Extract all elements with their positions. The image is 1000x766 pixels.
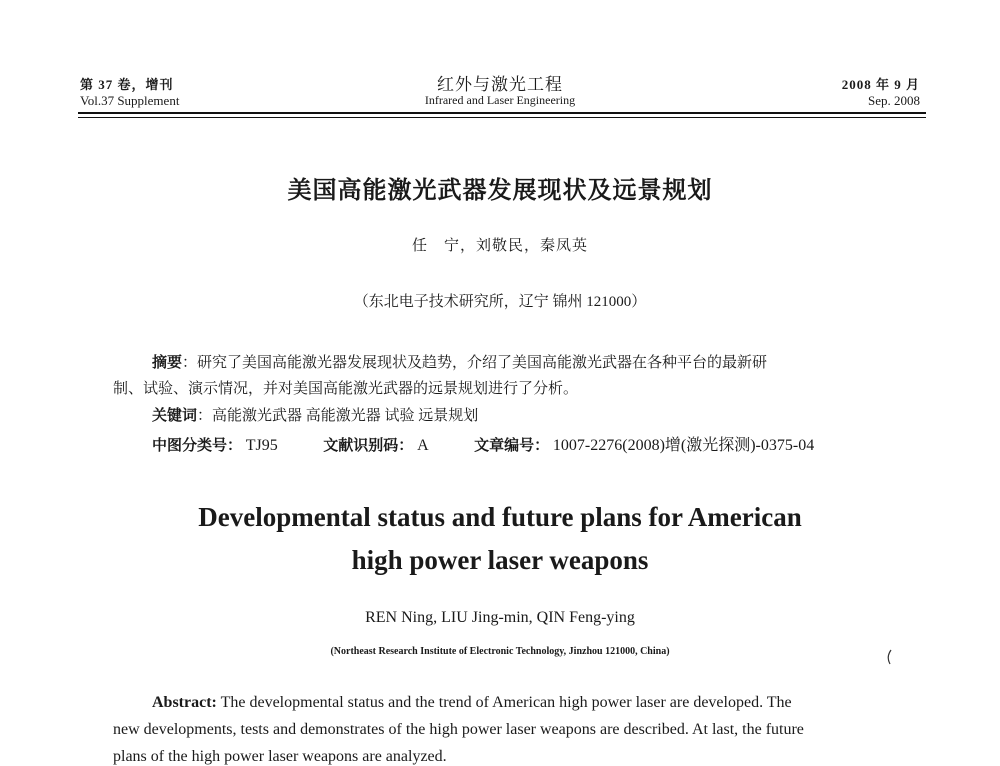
abstract-en-line3: plans of the high power laser weapons are analyzed. bbox=[113, 748, 447, 765]
header-date-cn: 2008 年 9 月 bbox=[841, 77, 920, 92]
doc-code-value: A bbox=[417, 437, 429, 454]
abstract-en-line2: new developments, tests and demonstrates of the high power laser weapons are described. At last, the future bbox=[113, 721, 804, 738]
keywords-cn-text: 高能激光武器 高能激光器 试验 远景规划 bbox=[212, 408, 479, 424]
abstract-en-label: Abstract: bbox=[152, 694, 217, 711]
keywords-cn-colon: ： bbox=[197, 408, 213, 424]
header-journal-en: Infrared and Laser Engineering bbox=[424, 93, 576, 107]
header-volume-en: Vol.37 Supplement bbox=[80, 93, 180, 108]
header-rule-thick bbox=[78, 112, 926, 114]
abstract-en-text1: The developmental status and the trend of American high power laser are developed. The bbox=[220, 694, 792, 711]
authors-cn: 任 宁，刘敬民，秦凤英 bbox=[411, 238, 588, 254]
title-en-line2: high power laser weapons bbox=[351, 545, 649, 575]
abstract-cn-colon: ： bbox=[182, 355, 198, 371]
abstract-cn-line1 bbox=[152, 351, 767, 372]
abstract-en-line1 bbox=[152, 694, 792, 712]
doc-code-colon: ： bbox=[398, 436, 414, 454]
abstract-cn-line2: 制、试验、演示情况，并对美国高能激光武器的远景规划进行了分析。 bbox=[113, 381, 579, 397]
keywords-cn bbox=[152, 404, 478, 425]
header-volume-cn: 第 37 卷，增刊 bbox=[80, 77, 174, 92]
affiliation-cn: （东北电子技术研究所，辽宁 锦州 121000） bbox=[353, 294, 647, 310]
clc-colon: ： bbox=[227, 436, 243, 454]
abstract-cn-label: 摘要 bbox=[152, 353, 183, 371]
article-no-label: 文章编号 bbox=[474, 436, 535, 454]
header-journal-cn: 红外与激光工程 bbox=[437, 75, 563, 94]
margin-mark-icon bbox=[884, 648, 894, 666]
classification-row bbox=[152, 432, 814, 455]
keywords-cn-label: 关键词 bbox=[152, 406, 198, 424]
title-en-line1: Developmental status and future plans for American bbox=[198, 502, 802, 532]
header-rule-thin bbox=[78, 117, 926, 118]
clc-label: 中图分类号 bbox=[152, 436, 228, 454]
abstract-cn-text1: 研究了美国高能激光器发展现状及趋势，介绍了美国高能激光武器在各种平台的最新研 bbox=[197, 355, 768, 371]
article-no-value: 1007-2276(2008)增(激光探测)-0375-04 bbox=[552, 437, 815, 454]
article-no-colon: ： bbox=[534, 436, 550, 454]
authors-en: REN Ning, LIU Jing-min, QIN Feng-ying bbox=[365, 609, 635, 626]
doc-code-label: 文献识别码 bbox=[323, 436, 399, 454]
title-cn: 美国高能激光武器发展现状及远景规划 bbox=[287, 176, 713, 204]
header-date-en: Sep. 2008 bbox=[868, 93, 920, 108]
affiliation-en: (Northeast Research Institute of Electronic Technology, Jinzhou 121000, China) bbox=[330, 646, 670, 657]
clc-value: TJ95 bbox=[245, 437, 278, 454]
